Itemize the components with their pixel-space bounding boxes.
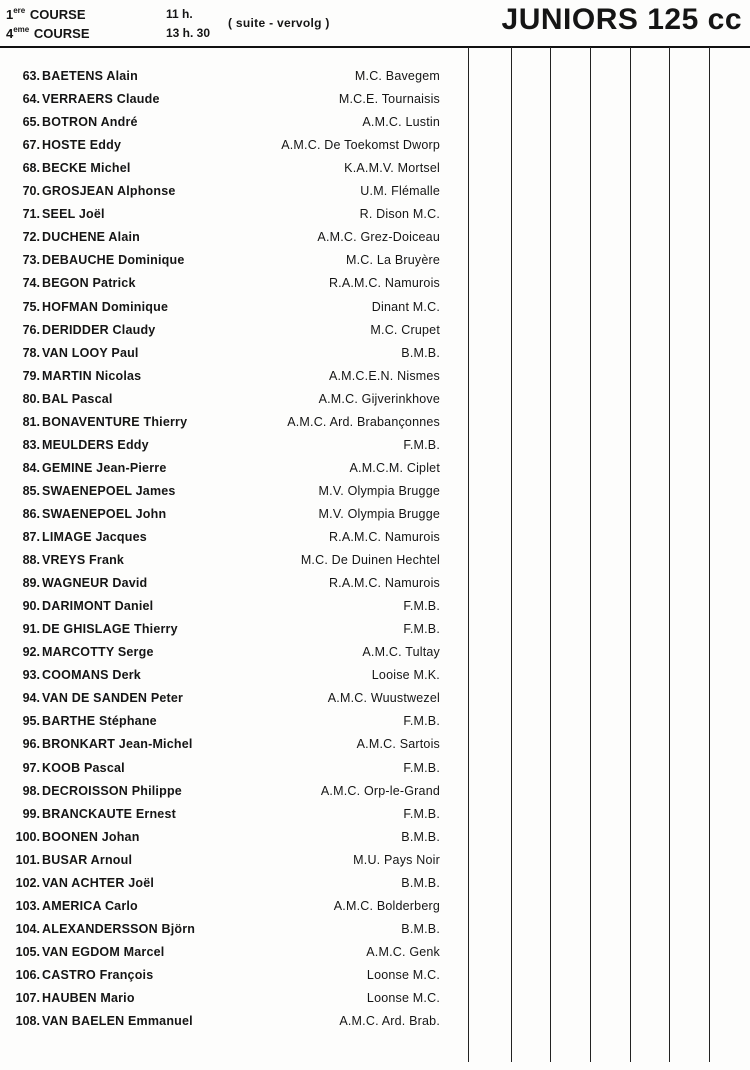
rider-club: A.M.C. De Toekomst Dworp bbox=[281, 138, 440, 153]
rider-name: AMERICA Carlo bbox=[42, 898, 138, 913]
rider-number: 97. bbox=[22, 760, 40, 775]
table-row bbox=[0, 645, 470, 668]
rider-club: A.M.C. Ard. Brab. bbox=[339, 1014, 440, 1029]
table-row bbox=[0, 161, 470, 184]
rider-name: DE GHISLAGE Thierry bbox=[42, 622, 178, 637]
table-row bbox=[0, 530, 470, 553]
table-row bbox=[0, 300, 470, 323]
rider-club: M.V. Olympia Brugge bbox=[318, 506, 440, 521]
rider-club: A.M.C. Ard. Brabançonnes bbox=[287, 414, 440, 429]
rider-number: 70. bbox=[22, 184, 40, 199]
table-row bbox=[0, 415, 470, 438]
table-row bbox=[0, 69, 470, 92]
rider-number: 106. bbox=[15, 967, 40, 982]
rider-name: VAN BAELEN Emmanuel bbox=[42, 1014, 193, 1029]
rider-number: 103. bbox=[15, 898, 40, 913]
rider-number: 64. bbox=[22, 92, 40, 107]
rider-club: B.M.B. bbox=[401, 921, 440, 936]
rider-name: BAL Pascal bbox=[42, 391, 113, 406]
table-row bbox=[0, 853, 470, 876]
table-row bbox=[0, 922, 470, 945]
rider-name: BOONEN Johan bbox=[42, 829, 140, 844]
rider-name: VAN ACHTER Joël bbox=[42, 875, 155, 890]
time-1: 11 h. bbox=[166, 7, 193, 21]
table-row bbox=[0, 461, 470, 484]
rider-number: 75. bbox=[22, 299, 40, 314]
rider-club: Loonse M.C. bbox=[366, 991, 440, 1005]
rider-name: HOSTE Eddy bbox=[42, 138, 122, 153]
rider-name: SEEL Joël bbox=[42, 207, 105, 222]
rider-name: BONAVENTURE Thierry bbox=[42, 414, 188, 429]
rider-name: BRONKART Jean-Michel bbox=[42, 737, 193, 752]
rider-name: DARIMONT Daniel bbox=[42, 599, 154, 614]
rider-number: 104. bbox=[15, 921, 40, 936]
rider-number: 95. bbox=[22, 714, 40, 729]
rider-club: F.M.B. bbox=[403, 437, 440, 452]
course-1-number: 1 bbox=[6, 7, 14, 22]
rider-club: Dinant M.C. bbox=[371, 299, 440, 314]
rider-club: A.M.C. Wuustwezel bbox=[327, 691, 440, 706]
rider-name: BARTHE Stéphane bbox=[42, 714, 157, 729]
rider-number: 100. bbox=[15, 829, 40, 844]
rider-number: 65. bbox=[22, 115, 40, 130]
rider-club: M.C. Crupet bbox=[370, 322, 440, 337]
rider-club: Loonse M.C. bbox=[366, 967, 440, 982]
rider-club: A.M.C.M. Ciplet bbox=[349, 460, 440, 475]
rider-club: F.M.B. bbox=[403, 599, 440, 614]
time-2: 13 h. 30 bbox=[166, 26, 211, 40]
rider-number: 74. bbox=[22, 276, 40, 291]
rider-club: A.M.C. Tultay bbox=[362, 645, 440, 660]
column-line bbox=[709, 47, 710, 1062]
course-2 bbox=[6, 26, 90, 41]
table-row bbox=[0, 253, 470, 276]
table-row bbox=[0, 392, 470, 415]
course-2-suffix: eme bbox=[13, 25, 30, 34]
page-title: JUNIORS 125 cc bbox=[501, 3, 742, 36]
rider-club: M.C. Bavegem bbox=[354, 69, 440, 83]
rider-number: 85. bbox=[22, 483, 40, 498]
rider-number: 99. bbox=[22, 806, 40, 821]
course-2-number: 4 bbox=[6, 26, 14, 41]
rider-number: 98. bbox=[22, 783, 40, 798]
rider-number: 83. bbox=[22, 437, 40, 452]
table-row bbox=[0, 945, 470, 968]
rider-number: 76. bbox=[22, 322, 40, 337]
rider-name: VERRAERS Claude bbox=[42, 92, 160, 107]
table-row bbox=[0, 138, 470, 161]
rider-number: 93. bbox=[22, 668, 40, 683]
table-row bbox=[0, 761, 470, 784]
rider-club: A.M.C. Genk bbox=[366, 944, 440, 959]
rider-number: 102. bbox=[15, 875, 40, 890]
table-row bbox=[0, 576, 470, 599]
rider-club: M.C.E. Tournaisis bbox=[338, 92, 440, 107]
rider-club: A.M.C. Orp-le-Grand bbox=[320, 783, 440, 798]
rider-club: M.V. Olympia Brugge bbox=[318, 483, 440, 498]
rider-club: R. Dison M.C. bbox=[359, 207, 440, 222]
table-row bbox=[0, 876, 470, 899]
rider-club: F.M.B. bbox=[403, 806, 440, 821]
course-1-label: COURSE bbox=[29, 7, 86, 22]
course-1 bbox=[6, 7, 86, 22]
rider-number: 92. bbox=[22, 645, 40, 660]
rider-name: COOMANS Derk bbox=[42, 668, 141, 683]
rider-number: 68. bbox=[22, 161, 40, 176]
column-line bbox=[630, 47, 631, 1062]
rider-name: MARCOTTY Serge bbox=[42, 645, 154, 660]
rider-name: SWAENEPOEL John bbox=[42, 506, 167, 521]
table-row bbox=[0, 1014, 470, 1037]
column-line bbox=[550, 47, 551, 1062]
rider-number: 78. bbox=[22, 345, 40, 360]
table-row bbox=[0, 714, 470, 737]
rider-club: A.M.C. Grez-Doiceau bbox=[317, 230, 440, 245]
rider-name: LIMAGE Jacques bbox=[42, 530, 147, 544]
table-row bbox=[0, 553, 470, 576]
rider-name: VAN LOOY Paul bbox=[42, 345, 139, 360]
rider-name: DERIDDER Claudy bbox=[42, 322, 156, 337]
table-row bbox=[0, 991, 470, 1014]
rider-name: SWAENEPOEL James bbox=[42, 483, 176, 498]
rider-club: A.M.C. Sartois bbox=[356, 737, 440, 752]
rider-name: VREYS Frank bbox=[42, 553, 125, 568]
table-row bbox=[0, 622, 470, 645]
rider-number: 80. bbox=[22, 391, 40, 406]
table-row bbox=[0, 92, 470, 115]
rider-club: K.A.M.V. Mortsel bbox=[344, 161, 440, 176]
rider-number: 81. bbox=[22, 414, 40, 429]
rider-name: MARTIN Nicolas bbox=[42, 368, 142, 383]
table-row bbox=[0, 784, 470, 807]
rider-name: BUSAR Arnoul bbox=[42, 852, 133, 867]
rider-number: 90. bbox=[22, 599, 40, 614]
rider-number: 79. bbox=[22, 368, 40, 383]
table-row bbox=[0, 115, 470, 138]
rider-number: 87. bbox=[22, 530, 40, 544]
rider-club: U.M. Flémalle bbox=[360, 184, 440, 199]
rider-name: GROSJEAN Alphonse bbox=[42, 184, 176, 199]
rider-number: 107. bbox=[15, 991, 40, 1005]
rider-club: A.M.C. Gijverinkhove bbox=[318, 391, 440, 406]
rider-name: HAUBEN Mario bbox=[42, 991, 135, 1005]
rider-club: Looise M.K. bbox=[371, 668, 440, 683]
course-1-suffix: ere bbox=[13, 6, 26, 15]
column-line bbox=[590, 47, 591, 1062]
course-2-label: COURSE bbox=[33, 26, 90, 41]
table-row bbox=[0, 323, 470, 346]
column-line bbox=[669, 47, 670, 1062]
table-row bbox=[0, 184, 470, 207]
rider-club: B.M.B. bbox=[401, 345, 440, 360]
header-rule bbox=[0, 46, 750, 48]
rider-name: DEBAUCHE Dominique bbox=[42, 253, 185, 268]
rider-number: 89. bbox=[22, 576, 40, 591]
rider-name: BRANCKAUTE Ernest bbox=[42, 806, 176, 821]
rider-name: DECROISSON Philippe bbox=[42, 783, 182, 798]
table-row bbox=[0, 507, 470, 530]
table-row bbox=[0, 899, 470, 922]
table-row bbox=[0, 276, 470, 299]
rider-club: F.M.B. bbox=[403, 714, 440, 729]
table-row bbox=[0, 691, 470, 714]
rider-number: 105. bbox=[15, 944, 40, 959]
rider-name: KOOB Pascal bbox=[42, 760, 125, 775]
rider-number: 94. bbox=[22, 691, 40, 706]
rider-number: 108. bbox=[15, 1014, 40, 1029]
rider-club: A.M.C. Lustin bbox=[362, 115, 440, 130]
rider-name: BOTRON André bbox=[42, 115, 138, 130]
table-row bbox=[0, 830, 470, 853]
table-row bbox=[0, 807, 470, 830]
rider-number: 71. bbox=[22, 207, 40, 222]
rider-number: 91. bbox=[22, 622, 40, 637]
rider-name: BECKE Michel bbox=[42, 161, 131, 176]
rider-club: B.M.B. bbox=[401, 829, 440, 844]
table-row bbox=[0, 369, 470, 392]
column-line bbox=[511, 47, 512, 1062]
rider-name: MEULDERS Eddy bbox=[42, 437, 149, 452]
page-header bbox=[0, 0, 750, 46]
rider-number: 73. bbox=[22, 253, 40, 268]
rider-name: VAN DE SANDEN Peter bbox=[42, 691, 184, 706]
table-row bbox=[0, 438, 470, 461]
rider-name: WAGNEUR David bbox=[42, 576, 148, 591]
table-row bbox=[0, 737, 470, 760]
rider-club: F.M.B. bbox=[403, 622, 440, 637]
table-row bbox=[0, 668, 470, 691]
rider-number: 67. bbox=[22, 138, 40, 153]
rider-number: 86. bbox=[22, 506, 40, 521]
rider-name: GEMINE Jean-Pierre bbox=[42, 460, 167, 475]
rider-club: A.M.C.E.N. Nismes bbox=[328, 368, 440, 383]
table-row bbox=[0, 346, 470, 369]
rider-name: VAN EGDOM Marcel bbox=[42, 944, 165, 959]
rider-number: 84. bbox=[22, 460, 40, 475]
rider-name: CASTRO François bbox=[42, 967, 154, 982]
table-row bbox=[0, 484, 470, 507]
rider-name: DUCHENE Alain bbox=[42, 230, 140, 245]
rider-club: B.M.B. bbox=[401, 875, 440, 890]
rider-name: ALEXANDERSSON Björn bbox=[42, 921, 196, 936]
rider-number: 72. bbox=[22, 230, 40, 245]
rider-number: 63. bbox=[22, 69, 40, 83]
table-row bbox=[0, 207, 470, 230]
rider-number: 96. bbox=[22, 737, 40, 752]
rider-club: M.C. De Duinen Hechtel bbox=[300, 553, 440, 568]
rider-name: BEGON Patrick bbox=[42, 276, 136, 291]
rider-club: R.A.M.C. Namurois bbox=[328, 276, 440, 291]
rider-club: R.A.M.C. Namurois bbox=[328, 576, 440, 591]
rider-club: F.M.B. bbox=[403, 760, 440, 775]
rider-name: BAETENS Alain bbox=[42, 69, 138, 83]
table-row bbox=[0, 968, 470, 991]
table-row bbox=[0, 230, 470, 253]
rider-club: M.C. La Bruyère bbox=[345, 253, 440, 268]
rider-number: 101. bbox=[15, 852, 40, 867]
rider-name: HOFMAN Dominique bbox=[42, 299, 169, 314]
table-row bbox=[0, 599, 470, 622]
rider-club: R.A.M.C. Namurois bbox=[328, 530, 440, 544]
rider-club: A.M.C. Bolderberg bbox=[333, 898, 440, 913]
suite-label: ( suite - vervolg ) bbox=[228, 16, 330, 30]
rider-club: M.U. Pays Noir bbox=[353, 852, 440, 867]
rider-number: 88. bbox=[22, 553, 40, 568]
